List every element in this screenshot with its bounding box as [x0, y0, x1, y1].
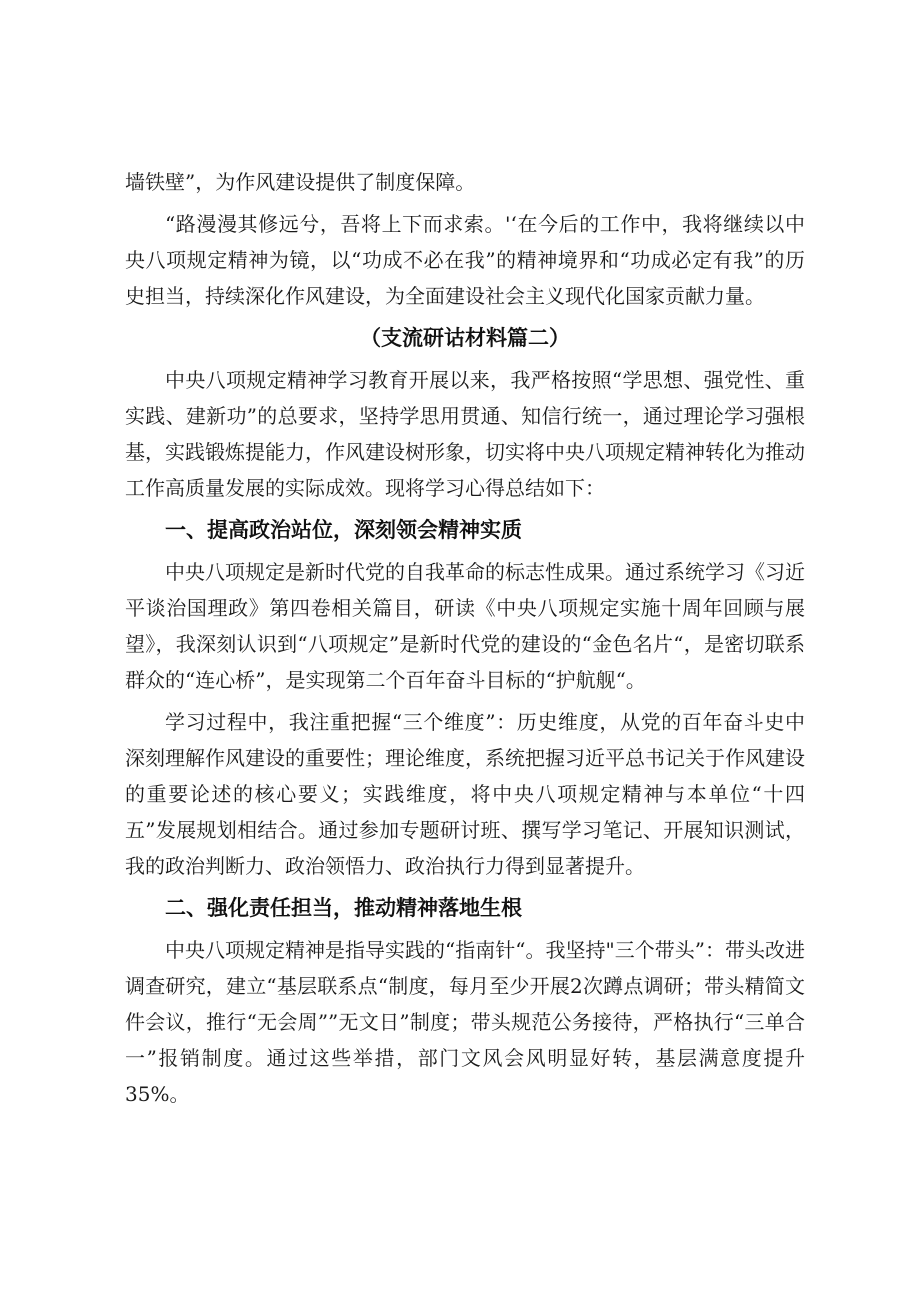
body-paragraph: 学习过程中，我注重把握“三个维度”：历史维度，从党的百年奋斗史中深刻理解作风建设的重要性；理论维度，系统把握习近平总书记关于作风建设的重要论述的核心要义；实践维度，将中央八项规定精神与本单位“十四五”发展规划相结合。通过参加专题研讨班、撰写学习笔记、开展知识测试，我的政治判断力、政治领悟力、政治执行力得到显著提升。 — [125, 710, 805, 878]
section-heading: 二、强化责任担当，推动精神落地生根 — [165, 896, 522, 920]
body-paragraph: 中央八项规定是新时代党的自我革命的标志性成果。通过系统学习《习近平谈治国理政》第四卷相关篇目，研读《中央八项规定实施十周年回顾与展望》，我深刻认识到“八项规定”是新时代党的建设的“金色名片“，是密切联系群众的“连心桥”，是实现第二个百年奋斗目标的“护航舰“。 — [125, 560, 805, 692]
body-paragraph: “路漫漫其修远兮，吾将上下而求索。'‘在今后的工作中，我将继续以中央八项规定精神为镜，以“功成不必在我”的精神境界和“功成必定有我”的历史担当，持续深化作风建设，为全面建设社会主义现代化国家贡献力量。 — [125, 212, 805, 308]
document-heading: （支流研诂材料篇二） — [360, 326, 570, 350]
document-body — [125, 164, 805, 1118]
section-heading: 一、提高政治站位，深刻领会精神实质 — [165, 518, 522, 542]
body-paragraph: 墙铁壁”，为作风建设提供了制度保障。 — [125, 170, 476, 194]
body-paragraph: 中央八项规定精神是指导实践的“指南针“。我坚持"三个带头”：带头改进调查研究，建立“基层联系点“制度，每月至少开展2次蹲点调研；带头精简文件会议，推行“无会周””无文日”制度；带头规范公务接待，严格执行“三单合一”报销制度。通过这些举措，部门文风会风明显好转，基层满意度提升35%。 — [125, 938, 805, 1106]
intro-paragraph: 中央八项规定精神学习教育开展以来，我严格按照“学思想、强党性、重实践、建新功”的总要求，坚持学思用贯通、知信行统一，通过理论学习强根基，实践锻炼提能力，作风建设树形象，切实将中央八项规定精神转化为推动工作高质量发展的实际成效。现将学习心得总结如下： — [125, 368, 805, 500]
